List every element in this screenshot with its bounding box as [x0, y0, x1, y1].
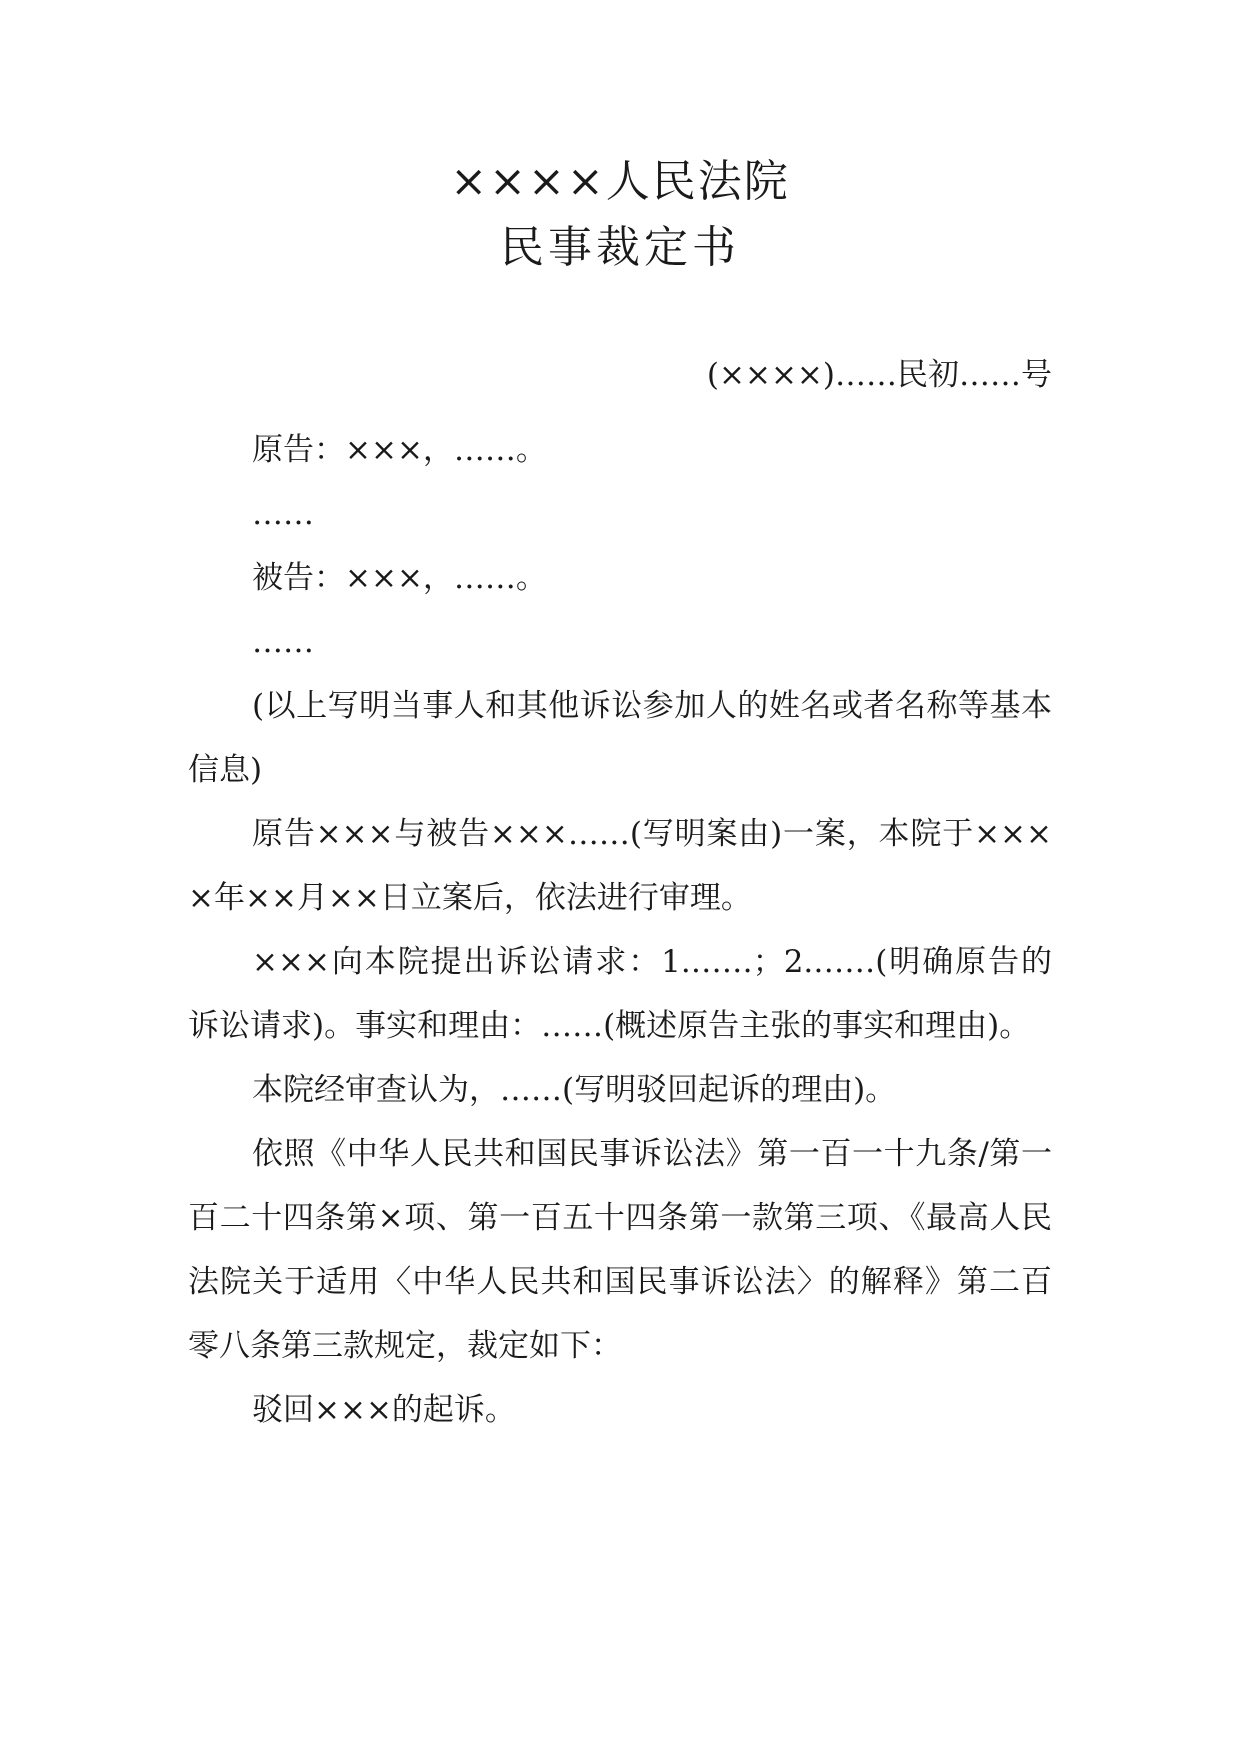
court-name-heading: ××××人民法院 — [450, 156, 790, 207]
ellipsis-line: …… — [252, 624, 314, 660]
defendant-line: 被告：×××，……。 — [252, 560, 547, 596]
court-opinion-paragraph: 本院经审查认为，……(写明驳回起诉的理由)。 — [252, 1072, 897, 1108]
claims-paragraph: ×××向本院提出诉讼请求：1.……；2.……(明确原告的诉讼请求)。事实和理由：……(概述原告主张的事实和理由)。 — [188, 944, 1052, 1044]
document-body — [188, 418, 1052, 1442]
plaintiff-line: 原告：×××，……。 — [252, 432, 547, 468]
parties-note: (以上写明当事人和其他诉讼参加人的姓名或者名称等基本信息) — [188, 688, 1052, 788]
document-type-heading: 民事裁定书 — [500, 222, 740, 273]
legal-basis-paragraph: 依照《中华人民共和国民事诉讼法》第一百一十九条/第一百二十四条第×项、第一百五十四条第一款第三项、《最高人民法院关于适用〈中华人民共和国民事诉讼法〉的解释》第二百零八条第三款规定，裁定如下： — [188, 1136, 1052, 1364]
case-intro-paragraph: 原告×××与被告×××……(写明案由)一案，本院于××××年××月××日立案后，依法进行审理。 — [188, 816, 1052, 916]
ruling-paragraph: 驳回×××的起诉。 — [252, 1392, 516, 1428]
case-number: (××××)……民初……号 — [706, 357, 1052, 393]
ellipsis-line: …… — [252, 496, 314, 532]
